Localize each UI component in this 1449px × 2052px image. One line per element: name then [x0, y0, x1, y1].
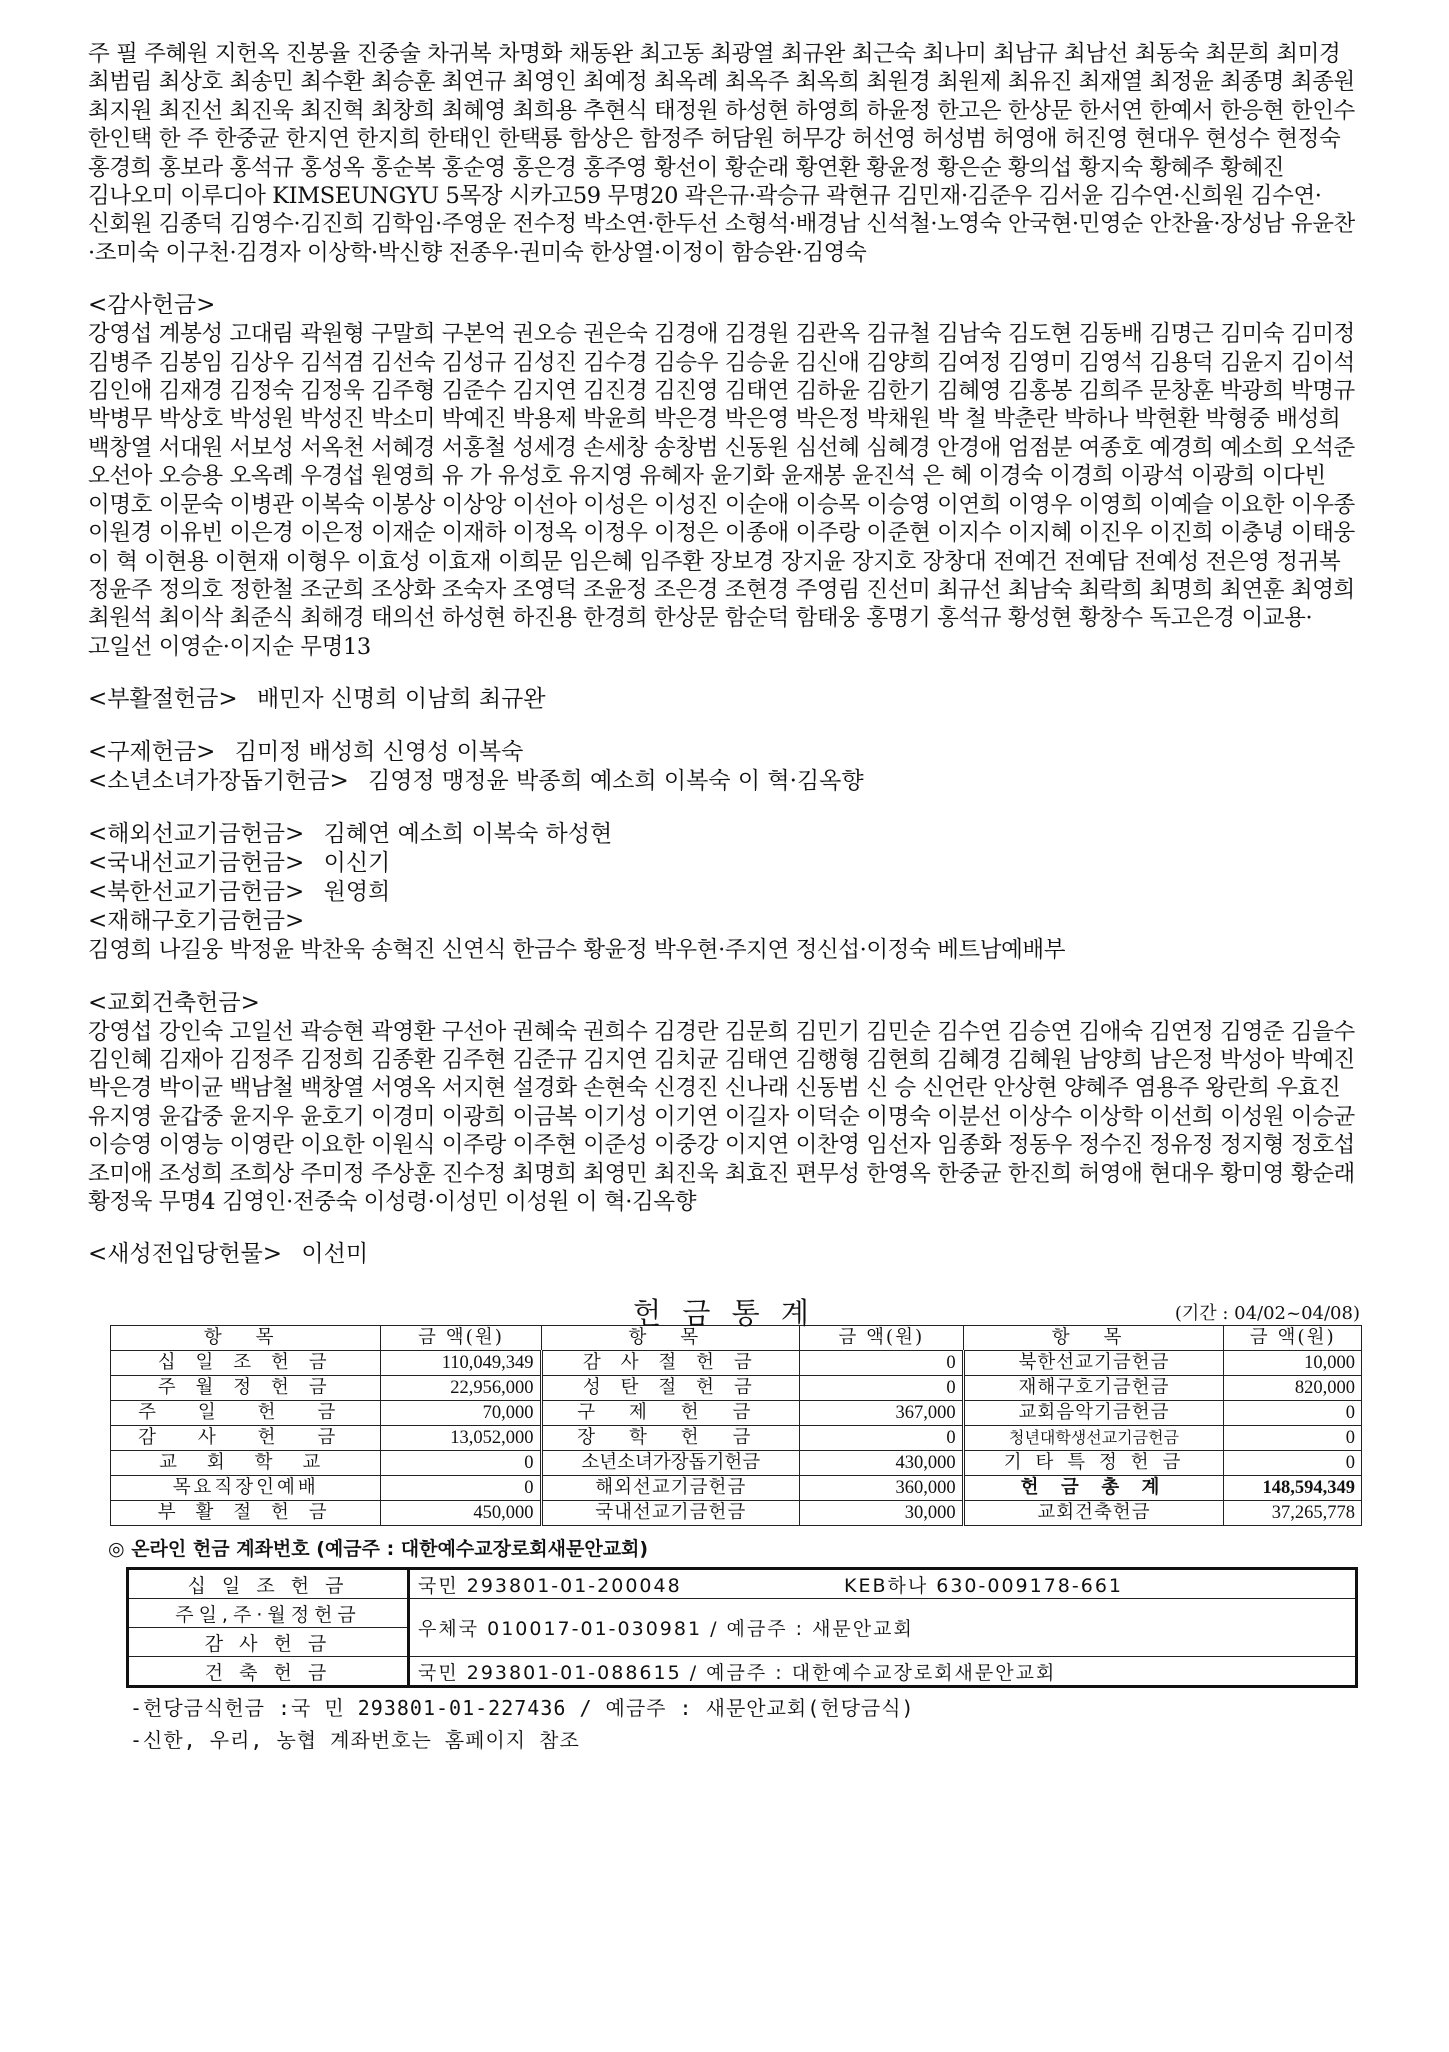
table-row — [111, 1476, 1362, 1501]
section-names: 김미정 배성희 신영성 이복숙 — [234, 739, 524, 766]
section-names: 이선미 — [301, 1241, 369, 1268]
stats-amount: 360,000 — [799, 1476, 963, 1501]
stats-item: 교회음악기금헌금 — [963, 1401, 1224, 1426]
stats-amount: 148,594,349 — [1224, 1476, 1362, 1501]
stats-item: 기 타 특 정 헌 금 — [963, 1451, 1224, 1476]
stats-amount: 0 — [1224, 1426, 1362, 1451]
section-heading: <국내선교기금헌금> — [88, 850, 305, 877]
stats-amount: 22,956,000 — [381, 1376, 541, 1401]
account-label: 건 축 헌 금 — [128, 1657, 409, 1687]
section-names: 이신기 — [323, 850, 391, 877]
stats-item: 구 제 헌 금 — [541, 1401, 799, 1426]
stats-amount: 430,000 — [799, 1451, 963, 1476]
stats-amount: 30,000 — [799, 1501, 963, 1526]
table-row — [128, 1599, 1357, 1628]
table-row — [128, 1569, 1357, 1599]
offering-stats-table — [110, 1325, 1362, 1526]
note-line: -헌당금식헌금 :국 민 293801-01-227436 / 예금주 : 새문안교회(헌당금식) — [130, 1696, 915, 1721]
section-heading: <북한선교기금헌금> — [88, 879, 305, 906]
table-row — [111, 1451, 1362, 1476]
account-label: 감 사 헌 금 — [128, 1628, 409, 1657]
section-heading: <소년소녀가장돕기헌금> — [88, 768, 349, 795]
section-names: 강영섭 계봉성 고대림 곽원형 구말희 구본억 권오승 권은숙 김경애 김경원 김관옥 김규철 김남숙 김도현 김동배 김명근 김미숙 김미정 김병주 김봉임 김상우 김석겸 김선숙 김성규 김성진 김수경 김승우 김승윤 김신애 김양희 김여정 김영미 김영석 김용덕 김윤지 김이석 김인애 김재경 김정숙 김정욱 김주형 김준수 김지연 김진경 김진영 김태연 김하윤 김한기 김혜영 김홍봉 김희주 문창훈 박광희 박명규 박병무 박상호 박성원 박성진 박소미 박예진 박용제 박윤희 박은경 박은영 박은정 박채원 박 철 박춘란 박하나 박현환 박형중 배성희 백창열 서대원 서보성 서옥천 서혜경 서홍철 성세경 손세창 송창범 신동원 심선혜 심혜경 안경애 엄점분 여종호 예경희 예소희 오석준 오선아 오승용 오옥례 우경섭 원영희 유 가 유성호 유지영 유혜자 윤기화 윤재봉 윤진석 은 혜 이경숙 이경희 이광석 이광희 이다빈 이명호 이문숙 이병관 이복숙 이봉상 이상앙 이선아 이성은 이성진 이순애 이승목 이승영 이연희 이영우 이영희 이예슬 이요한 이우종 이원경 이유빈 이은경 이은정 이재순 이재하 이정옥 이정우 이정은 이종애 이주랑 이준현 이지수 이지혜 이진우 이진희 이충녕 이태웅 이 혁 이현용 이현재 이형우 이효성 이효재 이희문 임은혜 임주환 장보경 장지윤 장지호 장창대 전예건 전예담 전예성 전은영 정귀복 정윤주 정의호 정한철 조군희 조상화 조숙자 조영덕 조윤정 조은경 조현경 주영림 진선미 최규선 최남숙 최락희 최명희 최연훈 최영희 최원석 최이삭 최준식 최해경 태의선 하성현 하진용 한경희 한상문 함순덕 함태웅 홍명기 홍석규 황성현 황창수 독고은경 이교용·고일선 이영순·이지순 무명13 — [88, 321, 1355, 660]
stats-amount: 10,000 — [1224, 1351, 1362, 1376]
account-notes — [130, 1692, 1360, 1756]
section-names: 강영섭 강인숙 고일선 곽승현 곽영환 구선아 권혜숙 권희수 김경란 김문희 김민기 김민순 김수연 김승연 김애숙 김연정 김영준 김을수 김인혜 김재아 김정주 김정희 김종환 김주현 김준규 김지연 김치균 김태연 김행형 김현희 김혜경 김혜원 남양희 남은정 박성아 박예진 박은경 박이균 백남철 백창열 서영옥 서지현 설경화 손현숙 신경진 신나래 신동범 신 승 신언란 안상현 양혜주 염용주 왕란희 우효진 유지영 윤갑중 윤지우 윤호기 이경미 이광희 이금복 이기성 이기연 이길자 이덕순 이명숙 이분선 이상수 이상학 이선희 이성원 이승균 이승영 이영능 이영란 이요한 이원식 이주랑 이주현 이준성 이중강 이지연 이찬영 임선자 임종화 정동우 정수진 정유정 정지형 정호섭 조미애 조성희 조희상 주미정 주상훈 진수정 최명희 최영민 최진욱 최효진 편무성 한영옥 한중균 한진희 허영애 현대우 황미영 황순래 황정욱 무명4 김영인·전중숙 이성령·이성민 이성원 이 혁·김옥향 — [88, 1018, 1355, 1215]
stats-item: 성 탄 절 헌 금 — [541, 1376, 799, 1401]
stats-item: 재해구호기금헌금 — [963, 1376, 1224, 1401]
stats-item: 주 월 정 헌 금 — [111, 1376, 381, 1401]
section-heading: <구제헌금> — [88, 739, 216, 766]
table-row — [128, 1657, 1357, 1687]
account-label: 주일,주·월정헌금 — [128, 1599, 409, 1628]
section-heading: <새성전입당헌물> — [88, 1241, 283, 1268]
online-account-title: ◎ 온라인 헌금 계좌번호 (예금주 : 대한예수교장로회새문안교회) — [108, 1538, 649, 1561]
stats-amount: 70,000 — [381, 1401, 541, 1426]
relief-offering-section — [88, 738, 1360, 796]
monthly-offering-names: 주 필 주혜원 지헌옥 진봉율 진중술 차귀복 차명화 채동완 최고동 최광열 최규완 최근숙 최나미 최남규 최남선 최동숙 최문희 최미경 최범림 최상호 최송민 최수환 최승훈 최연규 최영인 최예정 최옥례 최옥주 최옥희 최원경 최원제 최유진 최재열 최정윤 최종명 최종원 최지원 최진선 최진욱 최진혁 최창희 최혜영 최희용 추현식 태정원 하성현 하영희 하윤정 한고은 한상문 한서연 한예서 한응현 한인수 한인택 한 주 한중균 한지연 한지희 한태인 한택룡 함상은 함정주 허담원 허무강 허선영 허성범 허영애 허진영 현대우 현성수 현정숙 홍경희 홍보라 홍석규 홍성옥 홍순복 홍순영 홍은경 홍주영 황선이 황순래 황연환 황윤정 황은순 황의섭 황지숙 황혜주 황혜진 김나오미 이루디아 KIMSEUNGYU 5목장 시카고59 무명20 곽은규·곽승규 곽현규 김민재·김준우 김서윤 김수연·신희원 김수연·신회원 김종덕 김영수·김진희 김학임·주영운 전수정 박소연·한두선 소형석·배경남 신석철·노영숙 안국현·민영순 안찬율·장성남 유윤찬·조미숙 이구천·김경자 이상학·박신향 전종우·권미숙 한상열·이정이 함승완·김영숙 — [88, 41, 1355, 266]
stats-item: 청년대학생선교기금헌금 — [963, 1426, 1224, 1451]
youth-offering-section — [88, 767, 1360, 796]
stats-header — [88, 1291, 1360, 1331]
table-row — [111, 1501, 1362, 1526]
mission-offering-section — [88, 820, 1360, 964]
section-names: 김영정 맹정윤 박종희 예소희 이복숙 이 혁·김옥향 — [368, 768, 864, 795]
stats-item: 북한선교기금헌금 — [963, 1351, 1224, 1376]
section-names: 김영희 나길웅 박정윤 박찬욱 송혁진 신연식 한금수 황윤정 박우현·주지연 정신섭·이정숙 베트남예배부 — [88, 937, 1066, 964]
stats-item: 교회건축헌금 — [963, 1501, 1224, 1526]
column-header: 금 액(원) — [381, 1326, 541, 1351]
table-row — [111, 1376, 1362, 1401]
stats-amount: 820,000 — [1224, 1376, 1362, 1401]
stats-item: 소년소녀가장돕기헌금 — [541, 1451, 799, 1476]
stats-amount: 13,052,000 — [381, 1426, 541, 1451]
table-row — [111, 1426, 1362, 1451]
column-header: 금 액(원) — [799, 1326, 963, 1351]
stats-amount: 0 — [1224, 1451, 1362, 1476]
stats-item: 주 일 헌 금 — [111, 1401, 381, 1426]
stats-period: (기간 : 04/02~04/08) — [1174, 1303, 1360, 1325]
column-header: 금 액(원) — [1224, 1326, 1362, 1351]
building-offering-section — [88, 989, 1360, 1217]
stats-amount: 0 — [381, 1476, 541, 1501]
account-label: 십 일 조 헌 금 — [128, 1569, 409, 1599]
account-table — [126, 1567, 1358, 1688]
stats-item: 감 사 헌 금 — [111, 1426, 381, 1451]
stats-item: 교 회 학 교 — [111, 1451, 381, 1476]
section-heading: <해외선교기금헌금> — [88, 821, 305, 848]
stats-item: 장 학 헌 금 — [541, 1426, 799, 1451]
column-header: 항 목 — [963, 1326, 1224, 1351]
stats-item: 국내선교기금헌금 — [541, 1501, 799, 1526]
account-number: 국민 293801-01-200048 — [409, 1569, 837, 1599]
section-heading: <교회건축헌금> — [88, 989, 260, 1016]
stats-amount: 0 — [381, 1451, 541, 1476]
stats-item: 헌 금 총 계 — [963, 1476, 1224, 1501]
stats-amount: 367,000 — [799, 1401, 963, 1426]
stats-amount: 0 — [799, 1351, 963, 1376]
stats-item: 감 사 절 헌 금 — [541, 1351, 799, 1376]
section-names: 원영희 — [323, 879, 391, 906]
section-names: 배민자 신명희 이남희 최규완 — [256, 686, 546, 713]
stats-amount: 37,265,778 — [1224, 1501, 1362, 1526]
section-heading: <감사헌금> — [88, 292, 216, 319]
stats-amount: 0 — [799, 1426, 963, 1451]
stats-title: 헌 금 통 계 — [633, 1296, 815, 1331]
column-header: 항 목 — [111, 1326, 381, 1351]
section-names: 김혜연 예소희 이복숙 하성현 — [323, 821, 613, 848]
stats-item: 해외선교기금헌금 — [541, 1476, 799, 1501]
stats-item: 부 활 절 헌 금 — [111, 1501, 381, 1526]
section-heading: <부활절헌금> — [88, 686, 238, 713]
stats-amount: 0 — [1224, 1401, 1362, 1426]
stats-item: 목요직장인예배 — [111, 1476, 381, 1501]
stats-amount: 110,049,349 — [381, 1351, 541, 1376]
stats-amount: 0 — [799, 1376, 963, 1401]
offering-document — [88, 40, 1360, 1756]
column-header: 항 목 — [541, 1326, 799, 1351]
note-line: -신한, 우리, 농협 계좌번호는 홈페이지 참조 — [130, 1728, 580, 1753]
thanks-offering-section — [88, 291, 1360, 661]
section-heading: <재해구호기금헌금> — [88, 908, 305, 935]
table-row — [111, 1351, 1362, 1376]
stats-item: 십 일 조 헌 금 — [111, 1351, 381, 1376]
account-number: KEB하나 630-009178-661 — [836, 1569, 1357, 1599]
easter-offering-section — [88, 685, 1360, 714]
table-row — [111, 1401, 1362, 1426]
new-member-offering-section — [88, 1240, 1360, 1269]
account-number: 국민 293801-01-088615 / 예금주 : 대한예수교장로회새문안교회 — [409, 1657, 1357, 1687]
stats-amount: 450,000 — [381, 1501, 541, 1526]
account-number: 우체국 010017-01-030981 / 예금주 : 새문안교회 — [409, 1599, 1357, 1657]
